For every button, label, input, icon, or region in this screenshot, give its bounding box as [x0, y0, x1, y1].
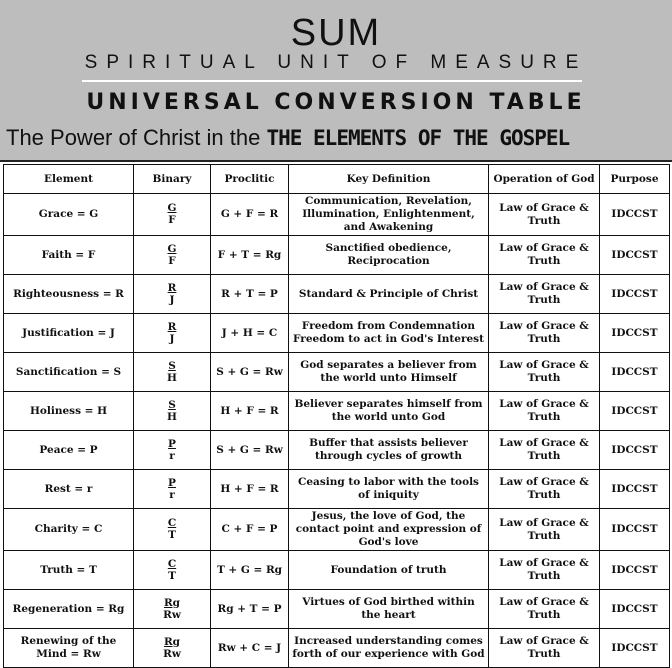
column-header-element: Element	[4, 165, 134, 194]
binary-top: S	[168, 398, 176, 411]
purpose-cell: IDCCST	[600, 236, 670, 275]
binary-fraction	[167, 360, 177, 384]
element-cell: Renewing of the Mind = Rw	[4, 629, 134, 668]
binary-bottom: H	[167, 410, 177, 423]
binary-cell	[134, 470, 211, 509]
proclitic-cell: S + G = Rw	[211, 353, 289, 392]
binary-fraction	[168, 202, 177, 226]
proclitic-cell: Rw + C = J	[211, 629, 289, 668]
binary-fraction	[168, 438, 176, 462]
binary-fraction	[168, 321, 177, 345]
element-cell: Regeneration = Rg	[4, 590, 134, 629]
binary-cell	[134, 509, 211, 551]
binary-cell	[134, 194, 211, 236]
purpose-cell: IDCCST	[600, 314, 670, 353]
table-row	[4, 470, 670, 509]
proclitic-cell: H + F = R	[211, 392, 289, 431]
purpose-cell: IDCCST	[600, 470, 670, 509]
binary-fraction	[163, 636, 181, 660]
column-header-operation: Operation of God	[489, 165, 600, 194]
proclitic-cell: Rg + T = P	[211, 590, 289, 629]
binary-bottom: Rw	[163, 647, 181, 660]
header-title: SUM	[290, 12, 382, 54]
definition-cell: Believer separates himself from the world unto God	[289, 392, 489, 431]
table-row	[4, 275, 670, 314]
definition-cell: Buffer that assists believer through cycles of growth	[289, 431, 489, 470]
element-cell: Justification = J	[4, 314, 134, 353]
column-header-proclitic: Proclitic	[211, 165, 289, 194]
binary-bottom: T	[168, 529, 176, 541]
binary-top: S	[168, 359, 176, 372]
binary-bottom: r	[169, 449, 175, 462]
operation-cell: Law of Grace & Truth	[489, 551, 600, 590]
element-cell: Righteousness = R	[4, 275, 134, 314]
table-row	[4, 551, 670, 590]
operation-cell: Law of Grace & Truth	[489, 275, 600, 314]
definition-cell: Jesus, the love of God, the contact point and expression of God's love	[289, 509, 489, 551]
operation-cell: Law of Grace & Truth	[489, 314, 600, 353]
definition-cell: God separates a believer from the world unto Himself	[289, 353, 489, 392]
definition-cell: Foundation of truth	[289, 551, 489, 590]
table-row	[4, 509, 670, 551]
definition-cell: Increased understanding comes forth of our experience with God	[289, 629, 489, 668]
definition-cell: Freedom from Condemnation Freedom to act in God's Interest	[289, 314, 489, 353]
binary-top: G	[167, 242, 177, 255]
table-row	[4, 431, 670, 470]
proclitic-cell: F + T = Rg	[211, 236, 289, 275]
operation-cell: Law of Grace & Truth	[489, 509, 600, 551]
operation-cell: Law of Grace & Truth	[489, 194, 600, 236]
definition-cell: Standard & Principle of Christ	[289, 275, 489, 314]
binary-fraction	[168, 517, 176, 541]
element-cell: Charity = C	[4, 509, 134, 551]
definition-cell: Sanctified obedience, Reciprocation	[289, 236, 489, 275]
definition-cell: Virtues of God birthed within the heart	[289, 590, 489, 629]
binary-cell	[134, 236, 211, 275]
binary-cell	[134, 314, 211, 353]
table-row	[4, 353, 670, 392]
purpose-cell: IDCCST	[600, 275, 670, 314]
table-row	[4, 629, 670, 668]
definition-cell: Communication, Revelation, Illumination, Enlightenment, and Awakening	[289, 194, 489, 236]
operation-cell: Law of Grace & Truth	[489, 470, 600, 509]
binary-cell	[134, 431, 211, 470]
element-cell: Grace = G	[4, 194, 134, 236]
definition-cell: Ceasing to labor with the tools of iniquity	[289, 470, 489, 509]
tagline-plain: The Power of Christ in the	[6, 125, 261, 150]
binary-top: C	[167, 517, 177, 529]
binary-top: P	[168, 437, 176, 450]
purpose-cell: IDCCST	[600, 194, 670, 236]
proclitic-cell: R + T = P	[211, 275, 289, 314]
binary-cell	[134, 275, 211, 314]
table-row	[4, 314, 670, 353]
binary-top: C	[167, 557, 177, 570]
binary-bottom: r	[169, 488, 175, 501]
table-row	[4, 236, 670, 275]
operation-cell: Law of Grace & Truth	[489, 629, 600, 668]
proclitic-cell: T + G = Rg	[211, 551, 289, 590]
header-banner	[0, 0, 672, 162]
binary-bottom: H	[167, 371, 177, 384]
binary-cell	[134, 629, 211, 668]
binary-fraction	[167, 399, 177, 423]
table-row	[4, 392, 670, 431]
binary-bottom: J	[169, 332, 175, 345]
purpose-cell: IDCCST	[600, 431, 670, 470]
binary-cell	[134, 392, 211, 431]
table-row	[4, 590, 670, 629]
element-cell: Peace = P	[4, 431, 134, 470]
binary-fraction	[168, 282, 177, 306]
column-header-purpose: Purpose	[600, 165, 670, 194]
binary-fraction	[168, 477, 176, 501]
binary-top: R	[167, 281, 177, 294]
table-row	[4, 194, 670, 236]
binary-top: Rg	[163, 596, 181, 609]
tagline-bold: THE ELEMENTS OF THE GOSPEL	[266, 126, 570, 150]
binary-cell	[134, 551, 211, 590]
header-divider	[82, 80, 582, 82]
operation-cell: Law of Grace & Truth	[489, 431, 600, 470]
operation-cell: Law of Grace & Truth	[489, 353, 600, 392]
purpose-cell: IDCCST	[600, 392, 670, 431]
purpose-cell: IDCCST	[600, 629, 670, 668]
conversion-table	[3, 164, 670, 668]
binary-bottom: F	[168, 254, 176, 267]
proclitic-cell: J + H = C	[211, 314, 289, 353]
binary-fraction	[163, 597, 181, 621]
binary-top: Rg	[163, 635, 181, 648]
purpose-cell: IDCCST	[600, 590, 670, 629]
table-header-row	[4, 165, 670, 194]
proclitic-cell: S + G = Rw	[211, 431, 289, 470]
binary-top: G	[167, 202, 177, 214]
column-header-binary: Binary	[134, 165, 211, 194]
binary-bottom: T	[168, 569, 176, 582]
proclitic-cell: H + F = R	[211, 470, 289, 509]
operation-cell: Law of Grace & Truth	[489, 590, 600, 629]
tagline	[6, 125, 670, 151]
proclitic-cell: G + F = R	[211, 194, 289, 236]
binary-top: R	[167, 320, 177, 333]
operation-cell: Law of Grace & Truth	[489, 392, 600, 431]
proclitic-cell: C + F = P	[211, 509, 289, 551]
element-cell: Faith = F	[4, 236, 134, 275]
table-title: UNIVERSAL CONVERSION TABLE	[86, 90, 586, 115]
binary-cell	[134, 590, 211, 629]
binary-fraction	[168, 243, 177, 267]
operation-cell: Law of Grace & Truth	[489, 236, 600, 275]
element-cell: Truth = T	[4, 551, 134, 590]
binary-top: P	[168, 476, 176, 489]
binary-fraction	[168, 558, 176, 582]
purpose-cell: IDCCST	[600, 551, 670, 590]
binary-bottom: F	[168, 214, 176, 226]
purpose-cell: IDCCST	[600, 509, 670, 551]
binary-bottom: J	[169, 293, 175, 306]
element-cell: Holiness = H	[4, 392, 134, 431]
binary-cell	[134, 353, 211, 392]
purpose-cell: IDCCST	[600, 353, 670, 392]
column-header-key-definition: Key Definition	[289, 165, 489, 194]
element-cell: Sanctification = S	[4, 353, 134, 392]
header-subtitle: SPIRITUAL UNIT OF MEASURE	[84, 52, 588, 73]
element-cell: Rest = r	[4, 470, 134, 509]
binary-bottom: Rw	[163, 608, 181, 621]
